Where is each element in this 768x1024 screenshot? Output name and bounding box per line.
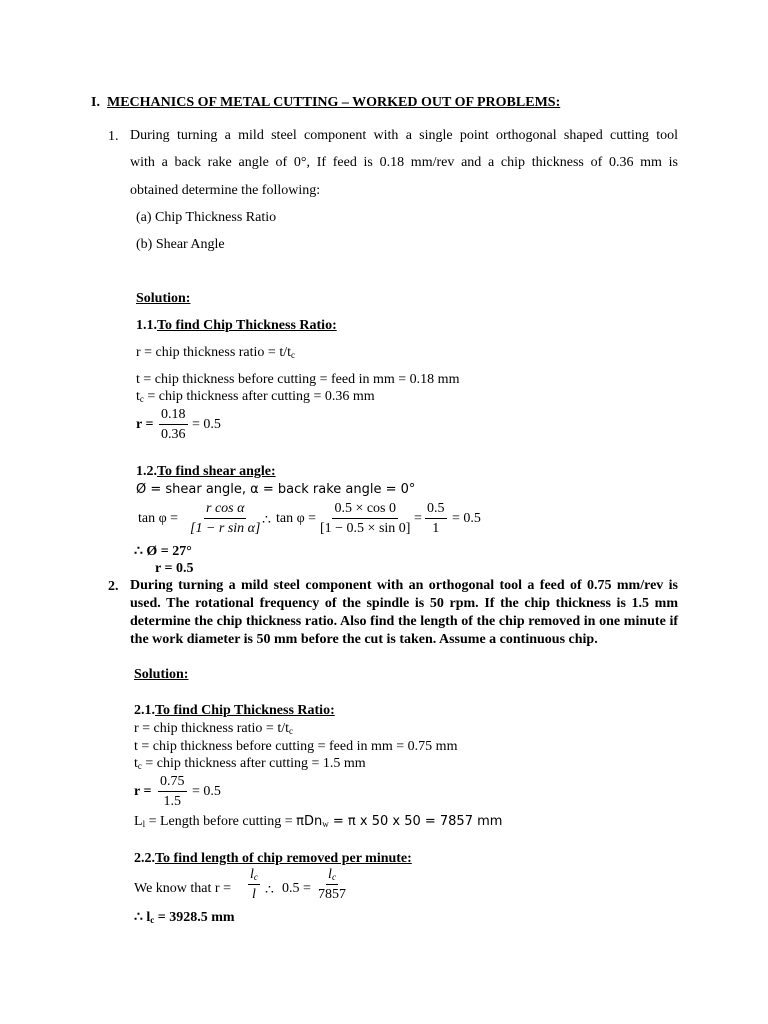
fraction-numerator: 0.5 × cos 0 [332, 502, 398, 519]
tc-definition [136, 390, 375, 404]
length-before-cutting [134, 815, 502, 829]
fraction-denominator: 0.36 [161, 427, 186, 442]
subscript: c [139, 394, 144, 404]
page-title: MECHANICS OF METAL CUTTING – WORKED OUT OF PROBLEMS: [107, 95, 561, 110]
fraction-numerator: 0.5 [425, 502, 447, 519]
section-number: 2.2. [134, 851, 155, 866]
section-2-1-heading [134, 704, 335, 718]
problem-1-line-2: with a back rake angle of 0°, If feed is 0.18 mm/rev and a chip thickness of 0.36 mm is [130, 155, 678, 170]
pi-dn-expression: πDn [296, 814, 323, 829]
ratio-definition-text: r = chip thickness ratio = t/t [134, 721, 289, 736]
subscript: c [331, 872, 336, 882]
length-text: = Length before cutting = [145, 814, 297, 829]
lc-value: = 3928.5 mm [154, 910, 235, 925]
section-title: To find Chip Thickness Ratio: [155, 703, 335, 718]
fraction-lc-over-7857 [318, 868, 346, 902]
solution-2-heading: Solution: [134, 667, 189, 682]
fraction-r [159, 408, 188, 442]
fraction-numerator: r cos α [204, 502, 246, 519]
half-equals: 0.5 = [282, 881, 311, 896]
r-result-2: = 0.5 [192, 784, 221, 799]
fraction-denominator: [1 − 0.5 × sin 0] [320, 521, 411, 536]
tan-result: = 0.5 [452, 511, 481, 526]
tc-definition-text: = chip thickness after cutting = 1.5 mm [141, 756, 366, 771]
length-calculation: = π x 50 x 50 = 7857 mm [328, 814, 503, 829]
section-1-1-heading [136, 319, 337, 333]
lc-symbol: ∴ l [134, 910, 151, 925]
fraction-denominator: 1.5 [163, 794, 181, 809]
t-definition-2: t = chip thickness before cutting = feed in mm = 0.75 mm [134, 739, 458, 754]
fraction-denominator: [1 − r sin α] [190, 521, 261, 536]
tc-definition-text: = chip thickness after cutting = 0.36 mm [143, 389, 375, 404]
lc-result [134, 911, 235, 925]
ratio-result: r = 0.5 [155, 561, 194, 576]
ratio-definition-text: r = chip thickness ratio = t/t [136, 345, 291, 360]
subscript: c [253, 872, 258, 882]
heading-number: I. [91, 95, 100, 110]
problem-2-statement: During turning a mild steel component with an orthogonal tool a feed of 0.75 mm/rev is used. The rotational frequency of the spindle is 50 rpm. If the chip thickness is 1.5 mm determine the chip thickness ratio. Also find the length of the chip removed in one minute if the work diameter is 50 mm before the cut is taken. Assume a continuous chip. [130, 578, 678, 647]
subscript: c [137, 761, 142, 771]
section-title: To find length of chip removed per minute: [155, 851, 412, 866]
l-symbol: l [250, 867, 254, 882]
therefore-symbol: ∴ [262, 513, 271, 528]
solution-1-heading: Solution: [136, 291, 191, 306]
problem-1-part-a: (a) Chip Thickness Ratio [136, 210, 277, 225]
fraction-lc-over-l [248, 868, 260, 902]
l-symbol: l [328, 867, 332, 882]
subscript: c [288, 726, 293, 736]
problem-1-part-b: (b) Shear Angle [136, 237, 225, 252]
section-number: 2.1. [134, 703, 155, 718]
problem-1-line-3: obtained determine the following: [130, 183, 321, 198]
ratio-definition [136, 346, 295, 360]
we-know-that: We know that r = [134, 881, 231, 896]
subscript: w [322, 819, 329, 829]
fraction-numerator: 0.75 [158, 775, 187, 792]
section-2-2-heading [134, 852, 412, 866]
r-label-2: r = [134, 784, 152, 799]
problem-1-line-1: During turning a mild steel component with a single point orthogonal shaped cutting tool [130, 128, 678, 143]
t-definition: t = chip thickness before cutting = feed in mm = 0.18 mm [136, 372, 460, 387]
section-1-2-heading [136, 465, 276, 479]
fraction-tan-value [425, 502, 447, 536]
ratio-definition-2 [134, 722, 293, 736]
fraction-tan-substituted [320, 502, 410, 536]
problem-2-number: 2. [108, 579, 119, 594]
fraction-numerator: 0.18 [159, 408, 188, 425]
tan-phi-label-2: tan φ = [276, 511, 317, 526]
therefore-symbol-2: ∴ [265, 883, 274, 898]
equals-sign: = [414, 511, 422, 526]
shear-angle-definition: Ø = shear angle, α = back rake angle = 0° [136, 482, 416, 497]
tc-symbol: t [134, 756, 138, 771]
l-symbol: L [134, 814, 143, 829]
fraction-r-2 [158, 775, 187, 809]
tc-definition-2 [134, 757, 366, 771]
fraction-denominator: l [252, 887, 256, 902]
shear-angle-result: ∴ Ø = 27° [134, 544, 192, 559]
subscript: l [142, 819, 146, 829]
tc-symbol: t [136, 389, 140, 404]
section-number: 1.2. [136, 464, 157, 479]
fraction-denominator: 1 [432, 521, 440, 536]
tan-phi-label-1: tan φ = [138, 511, 179, 526]
problem-1-number: 1. [108, 129, 119, 144]
subscript: c [150, 915, 155, 925]
section-title: To find shear angle: [157, 464, 276, 479]
r-label: r = [136, 417, 154, 432]
fraction-denominator: 7857 [318, 887, 346, 902]
subscript: c [290, 350, 295, 360]
section-number: 1.1. [136, 318, 157, 333]
fraction-numerator [248, 868, 260, 885]
section-title: To find Chip Thickness Ratio: [157, 318, 337, 333]
fraction-numerator [326, 868, 338, 885]
r-result: = 0.5 [192, 417, 221, 432]
fraction-tan-formula [190, 502, 260, 536]
